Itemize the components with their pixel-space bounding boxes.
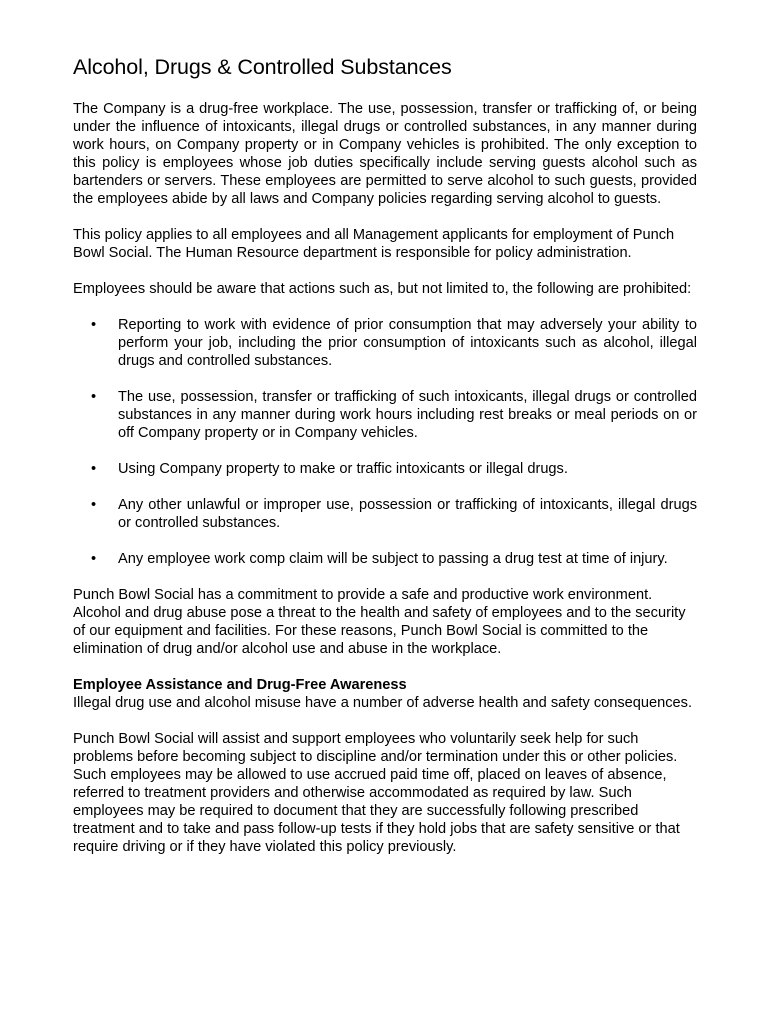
prohibited-actions-list — [73, 316, 697, 568]
list-item — [73, 388, 697, 442]
list-item-text: Using Company property to make or traffic intoxicants or illegal drugs. — [118, 461, 568, 477]
commitment-paragraph: Punch Bowl Social has a commitment to provide a safe and productive work environment. Alcohol and drug abuse pose a threat to the health and safety of employees and to the security of our equipment and facilities. For these reasons, Punch Bowl Social is committed to the elimination of drug and/or alcohol use and abuse in the workplace. — [73, 587, 686, 657]
policy-paragraph-scope: This policy applies to all employees and all Management applicants for employment of Punch Bowl Social. The Human Resource department is responsible for policy administration. — [73, 227, 675, 261]
document-page — [73, 52, 697, 874]
bullet-icon: • — [91, 461, 97, 477]
policy-paragraph-drug-free: The Company is a drug-free workplace. The use, possession, transfer or trafficking of, or being under the influence of intoxicants, illegal drugs or controlled substances, in any manner during work hours, on Company property or in Company vehicles is prohibited. The only exception to this policy is employees whose job duties specifically include serving guests alcohol such as bartenders or servers. These employees are permitted to serve alcohol to such guests, provided the employees abide by all laws and Company policies regarding serving alcohol to guests. — [73, 101, 697, 207]
list-item-text: The use, possession, transfer or trafficking of such intoxicants, illegal drugs or controlled substances in any manner during work hours including rest breaks or meal periods on or off Company property or in Company vehicles. — [118, 389, 697, 441]
list-item-text: Any other unlawful or improper use, possession or trafficking of intoxicants, illegal drugs or controlled substances. — [118, 497, 697, 531]
section-intro: Illegal drug use and alcohol misuse have a number of adverse health and safety consequences. — [73, 695, 693, 711]
assistance-section — [73, 676, 697, 712]
list-item-text: Reporting to work with evidence of prior consumption that may adversely your ability to perform your job, including the prior consumption of intoxicants such as alcohol, illegal drugs and controlled substances. — [118, 317, 697, 369]
bullet-icon: • — [91, 317, 97, 333]
assistance-paragraph: Punch Bowl Social will assist and support employees who voluntarily seek help for such problems before becoming subject to discipline and/or termination under this or other policies. Such employees may be allowed to use accrued paid time off, placed on leaves of absence, referred to treatment providers and otherwise accommodated as required by law. Such employees may be required to document that they are successfully following prescribed treatment and to take and pass follow-up tests if they hold jobs that are safety sensitive or that require driving or if they have violated this policy previously. — [73, 731, 680, 855]
list-item-text: Any employee work comp claim will be subject to passing a drug test at time of injury. — [118, 551, 668, 567]
bullet-icon: • — [91, 497, 97, 513]
section-heading: Employee Assistance and Drug-Free Awareness — [73, 677, 407, 693]
page-title: Alcohol, Drugs & Controlled Substances — [73, 55, 452, 79]
list-item — [73, 460, 697, 478]
policy-paragraph-prohibited-intro: Employees should be aware that actions such as, but not limited to, the following are prohibited: — [73, 281, 692, 297]
list-item — [73, 550, 697, 568]
bullet-icon: • — [91, 551, 97, 567]
list-item — [73, 316, 697, 370]
list-item — [73, 496, 697, 532]
bullet-icon: • — [91, 389, 97, 405]
